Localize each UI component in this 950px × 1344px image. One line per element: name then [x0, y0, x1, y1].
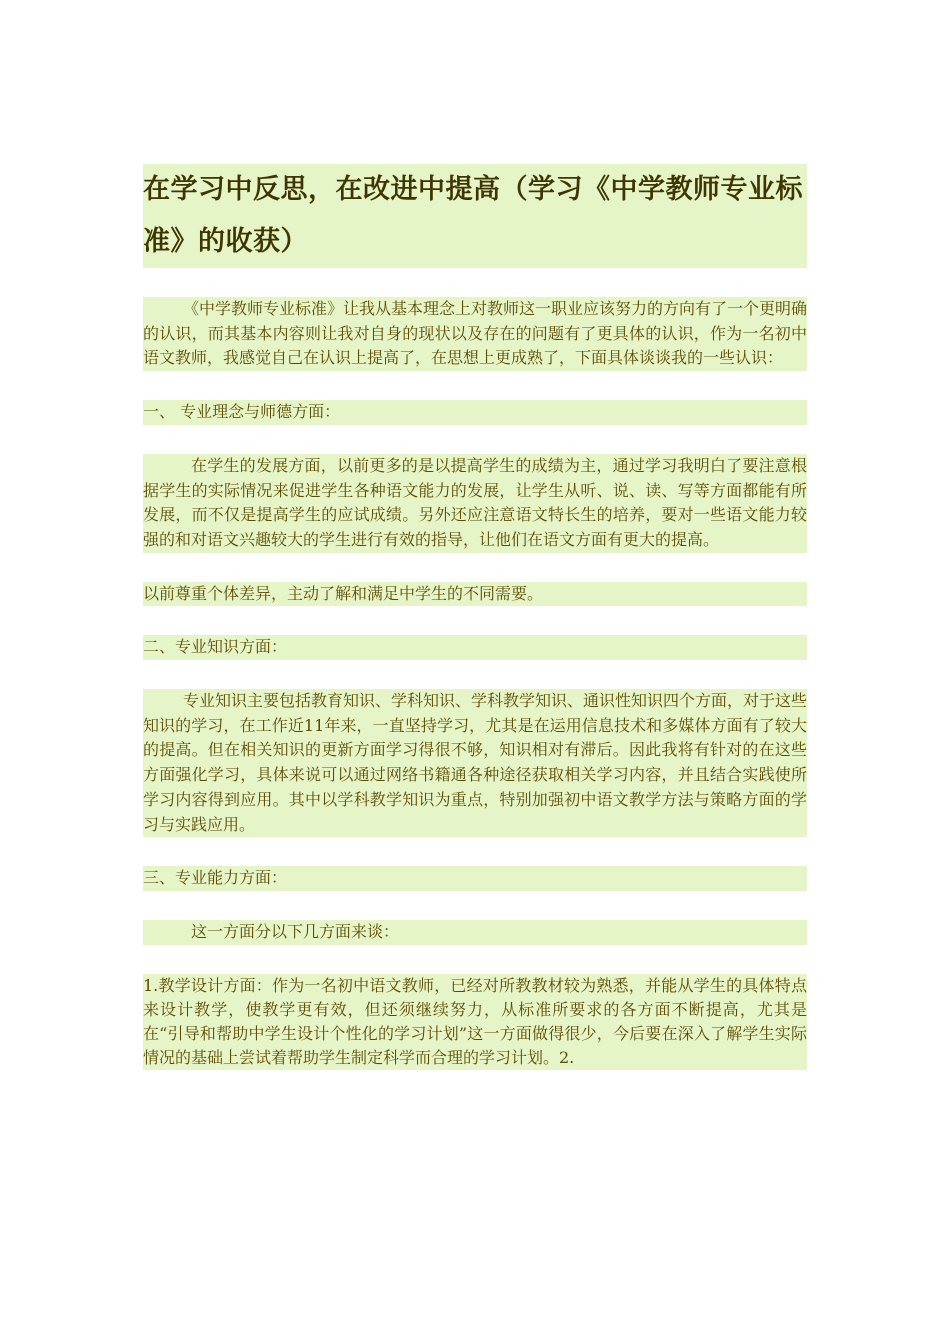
spacer — [143, 891, 807, 920]
section-heading-1: 一、 专业理念与师德方面： — [143, 400, 807, 425]
spacer — [143, 553, 807, 582]
intro-paragraph: 《中学教师专业标准》让我从基本理念上对教师这一职业应该努力的方向有了一个更明确的认识，而其基本内容则让我对自身的现状以及存在的问题有了更具体的认识，作为一名初中语文教师，我感觉自己在认识上提高了，在思想上更成熟了，下面具体谈谈我的一些认识： — [143, 297, 807, 371]
section-heading-2: 二、专业知识方面： — [143, 635, 807, 660]
spacer — [143, 425, 807, 454]
spacer — [143, 837, 807, 866]
spacer — [143, 606, 807, 635]
article-title: 在学习中反思，在改进中提高（学习《中学教师专业标准》的收获） — [143, 164, 807, 268]
section-1-paragraph-1: 在学生的发展方面，以前更多的是以提高学生的成绩为主，通过学习我明白了要注意根据学生的实际情况来促进学生各种语文能力的发展，让学生从听、说、读、写等方面都能有所发展，而不仅是提高学生的应试成绩。另外还应注意语文特长生的培养，要对一些语文能力较强的和对语文兴趣较大的学生进行有效的指导，让他们在语文方面有更大的提高。 — [143, 454, 807, 553]
section-1-paragraph-2: 以前尊重个体差异，主动了解和满足中学生的不同需要。 — [143, 582, 807, 607]
section-3-item-1: 1.教学设计方面：作为一名初中语文教师，已经对所教教材较为熟悉，并能从学生的具体特点来设计教学，使教学更有效，但还须继续努力，从标准所要求的各方面不断提高，尤其是在“引导和帮助中学生设计个性化的学习计划”这一方面做得很少，今后要在深入了解学生实际情况的基础上尝试着帮助学生制定科学而合理的学习计划。2. — [143, 974, 807, 1070]
section-2-paragraph: 专业知识主要包括教育知识、学科知识、学科教学知识、通识性知识四个方面，对于这些知识的学习，在工作近11年来，一直坚持学习，尤其是在运用信息技术和多媒体方面有了较大的提高。但在相关知识的更新方面学习得很不够，知识相对有滞后。因此我将有针对的在这些方面强化学习，具体来说可以通过网络书籍通各种途径获取相关学习内容，并且结合实践使所学习内容得到应用。其中以学科教学知识为重点，特别加强初中语文教学方法与策略方面的学习与实践应用。 — [143, 689, 807, 837]
spacer — [143, 945, 807, 974]
spacer — [143, 660, 807, 689]
spacer — [143, 268, 807, 297]
spacer — [143, 371, 807, 400]
document-body — [143, 164, 807, 1070]
section-heading-3: 三、专业能力方面： — [143, 866, 807, 891]
section-3-intro: 这一方面分以下几方面来谈： — [143, 920, 807, 945]
